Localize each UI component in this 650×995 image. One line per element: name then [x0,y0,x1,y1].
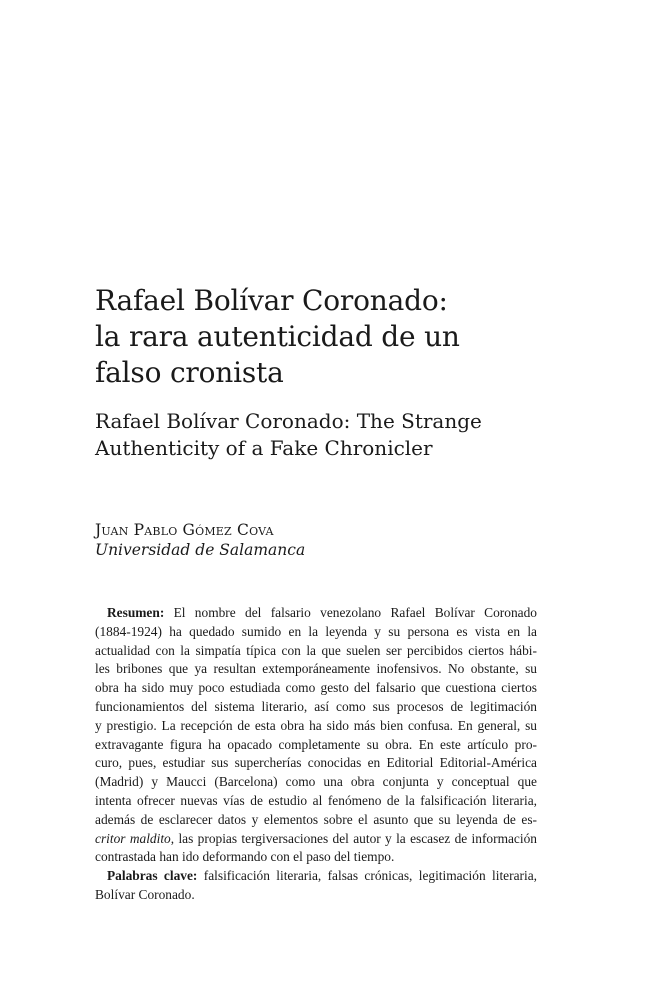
author-name: Juan Pablo Gómez Cova [95,521,274,539]
abstract-label: Resumen: [107,605,165,620]
abstract-line: (Madrid) y Maucci (Barcelona) como una obra conjunta y conceptual que [95,774,537,790]
title-line: la rara autenticidad de un [95,320,460,353]
article-title-spanish [95,283,565,391]
abstract-line: funcionamientos del sistema literario, así como sus procesos de legitimación [95,698,537,714]
abstract-line: les bribones que ya resultan extemporáneamente inofensivos. No obstante, su [95,661,537,677]
title-line: Rafael Bolívar Coronado: The Strange [95,409,482,433]
title-line: falso cronista [95,356,284,389]
abstract-line: actualidad con la simpatía típica con la que suelen ser percibidos ciertos hábi- [95,642,537,658]
abstract-line: y prestigio. La recepción de esta obra ha sido más bien confusa. En general, su [95,717,537,733]
abstract-block [95,604,537,905]
abstract-line: extravagante figura ha opacado completamente su obra. En este artículo pro- [95,736,537,752]
abstract-italic-term: critor maldito [95,830,171,846]
abstract-line [95,604,537,623]
abstract-line: (1884-1924) ha quedado sumido en la leyenda y su persona es vista en la [95,623,537,639]
abstract-line: intenta ofrecer nuevas vías de estudio al fenómeno de la falsificación literaria, [95,792,537,808]
abstract-text: , las propias tergiversaciones del autor y la escasez de información [170,830,537,846]
keywords-text: falsificación literaria, falsas crónicas, legitimación literaria, [203,868,537,884]
abstract-line: curo, pues, estudiar sus supercherías conocidas en Editorial Editorial-América [95,755,537,771]
keywords-line [95,867,537,886]
keywords-line: Bolívar Coronado. [95,886,195,902]
abstract-text: El nombre del falsario venezolano Rafael Bolívar Coronado [173,605,537,620]
author-affiliation: Universidad de Salamanca [95,541,306,559]
abstract-line: además de esclarecer datos y elementos sobre el asunto que su leyenda de es- [95,811,537,827]
abstract-line [95,830,537,849]
abstract-line: obra ha sido muy poco estudiada como gesto del falsario que cuestiona ciertos [95,680,537,696]
title-line: Rafael Bolívar Coronado: [95,284,448,317]
title-line: Authenticity of a Fake Chronicler [95,436,433,460]
abstract-line: contrastada han ido deformando con el paso del tiempo. [95,849,395,865]
article-title-english [95,408,565,462]
keywords-label: Palabras clave: [107,868,198,884]
